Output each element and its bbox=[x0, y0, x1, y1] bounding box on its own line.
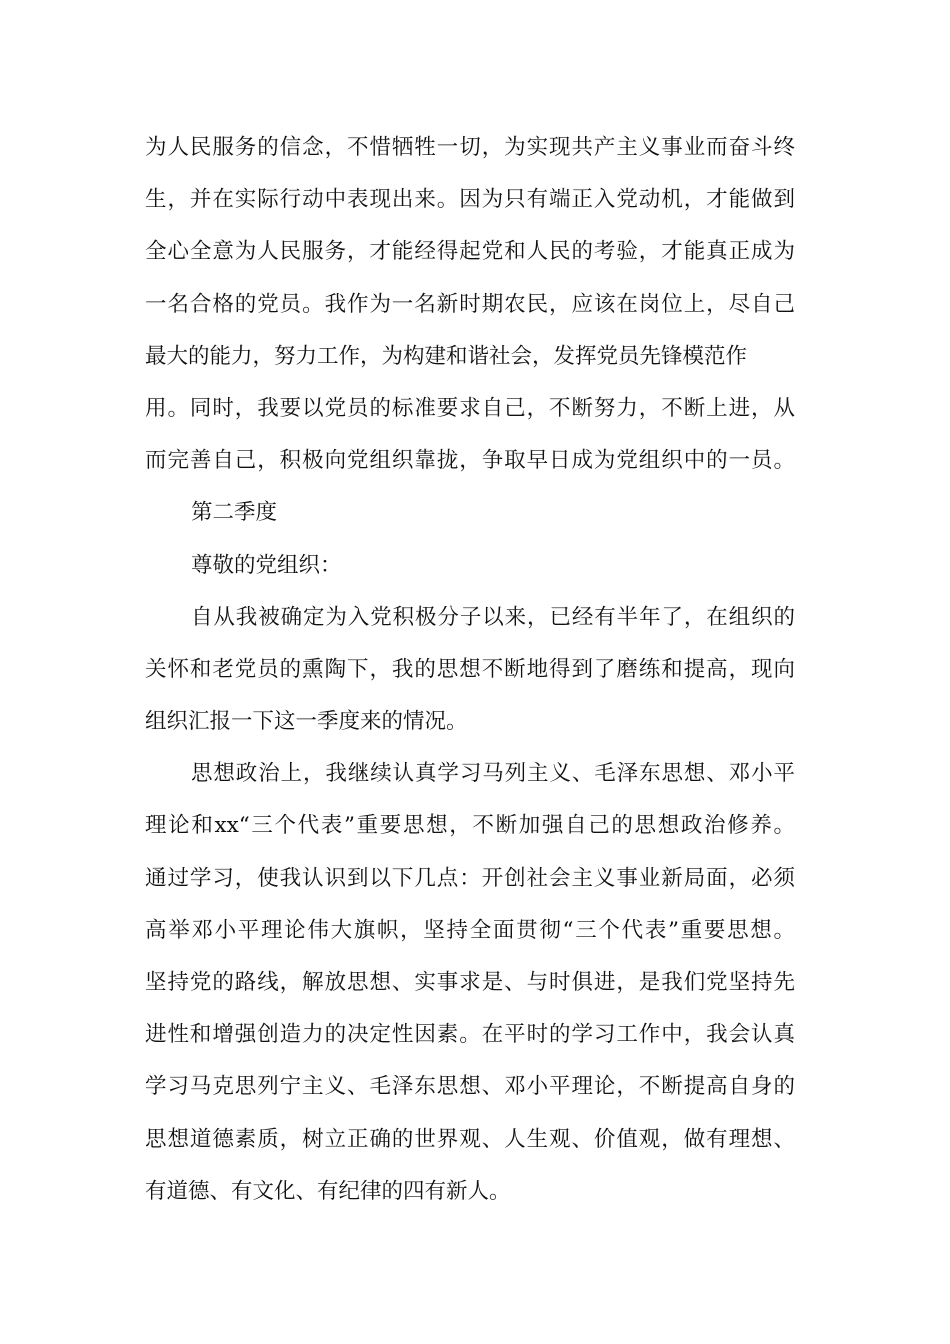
text-line: 关怀和老党员的熏陶下，我的思想不断地得到了磨练和提高，现向 bbox=[145, 656, 795, 682]
text-line: 通过学习，使我认识到以下几点：开创社会主义事业新局面，必须 bbox=[145, 865, 795, 891]
text-line: 坚持党的路线，解放思想、实事求是、与时俱进，是我们党坚持先 bbox=[145, 970, 795, 995]
document-text bbox=[145, 122, 795, 1218]
text-line: 一名合格的党员。我作为一名新时期农民，应该在岗位上，尽自己 bbox=[145, 291, 795, 317]
text-line: 思想道德素质，树立正确的世界观、人生观、价值观，做有理想、 bbox=[145, 1126, 795, 1152]
text-line: 用。同时，我要以党员的标准要求自己，不断努力，不断上进，从 bbox=[145, 395, 795, 421]
text-line: 而完善自己，积极向党组织靠拢，争取早日成为党组织中的一员。 bbox=[145, 448, 795, 474]
text-line: 进性和增强创造力的决定性因素。在平时的学习工作中，我会认真 bbox=[145, 1022, 795, 1048]
text-line: 生，并在实际行动中表现出来。因为只有端正入党动机，才能做到 bbox=[145, 187, 795, 213]
text-line: 尊敬的党组织： bbox=[191, 552, 342, 578]
text-line: 第二季度 bbox=[191, 500, 278, 526]
text-line: 理论和xx“三个代表”重要思想，不断加强自己的思想政治修养。 bbox=[145, 813, 795, 839]
text-line: 高举邓小平理论伟大旗帜，坚持全面贯彻“三个代表”重要思想。 bbox=[145, 917, 795, 943]
text-line: 组织汇报一下这一季度来的情况。 bbox=[145, 709, 468, 735]
text-line: 为人民服务的信念，不惜牺牲一切，为实现共产主义事业而奋斗终 bbox=[145, 135, 795, 160]
text-line: 有道德、有文化、有纪律的四有新人。 bbox=[145, 1178, 511, 1204]
text-line: 学习马克思列宁主义、毛泽东思想、邓小平理论，不断提高自身的 bbox=[145, 1074, 795, 1100]
text-line: 自从我被确定为入党积极分子以来，已经有半年了，在组织的 bbox=[191, 604, 795, 630]
text-line: 最大的能力，努力工作，为构建和谐社会，发挥党员先锋模范作 bbox=[145, 343, 748, 369]
text-line: 全心全意为人民服务，才能经得起党和人民的考验，才能真正成为 bbox=[145, 239, 795, 265]
text-line: 思想政治上，我继续认真学习马列主义、毛泽东思想、邓小平 bbox=[191, 761, 795, 787]
